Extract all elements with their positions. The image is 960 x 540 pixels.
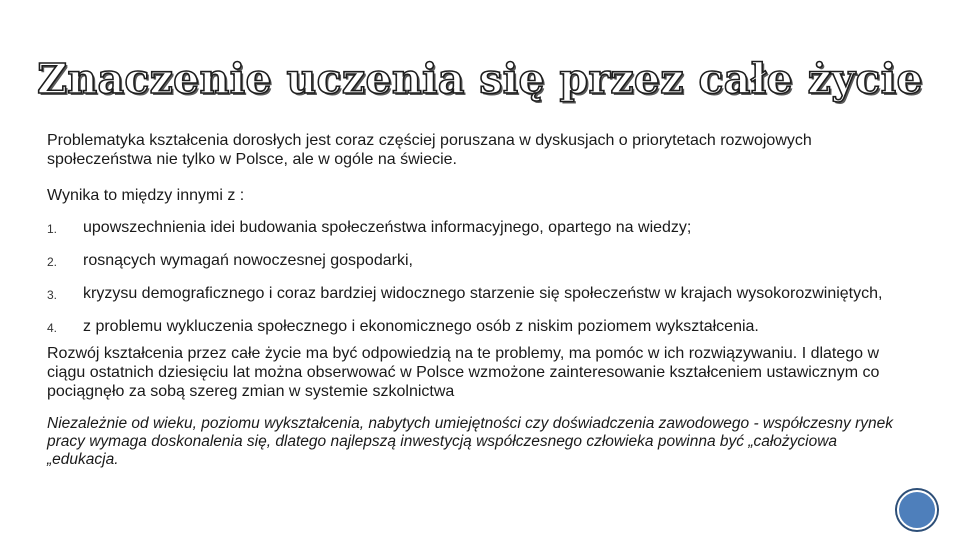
list-number: 4. (47, 321, 58, 335)
page-number-badge (897, 490, 937, 530)
list-item (47, 218, 907, 237)
list-text: kryzysu demograficznego i coraz bardziej widocznego starzenie się społeczeństw w krajach wysokorozwiniętych, (83, 285, 883, 302)
list-number: 3. (47, 288, 58, 302)
list-item (47, 284, 907, 303)
list-number: 2. (47, 255, 58, 269)
list-number: 1. (47, 222, 58, 236)
list-item (47, 251, 907, 270)
reasons-list (47, 218, 907, 336)
lead-paragraph: Wynika to między innymi z : (47, 187, 245, 204)
list-text: rosnących wymagań nowoczesnej gospodarki, (83, 252, 413, 269)
intro-paragraph: Problematyka kształcenia dorosłych jest coraz częściej poruszana w dyskusjach o priorytetach rozwojowych społeczeństwa nie tylko w Polsce, ale w ogóle na świecie. (47, 132, 812, 168)
list-text: upowszechnienia idei budowania społeczeństwa informacyjnego, opartego na wiedzy; (83, 219, 692, 236)
closing-paragraph: Rozwój kształcenia przez całe życie ma być odpowiedzią na te problemy, ma pomóc w ich rozwiązywaniu. I dlatego w ciągu ostatnich dziesięciu lat można obserwować w Polsce wzmożone zainteresowanie kształceniem ustawicznym co pociągnęło za sobą szereg zmian w systemie szkolnictwa (47, 345, 880, 400)
slide-body (47, 131, 907, 469)
slide-title: Znaczenie uczenia się przez całe życie (37, 55, 923, 103)
list-text: z problemu wykluczenia społecznego i ekonomicznego osób z niskim poziomem wykształcenia. (83, 318, 759, 335)
list-item (47, 317, 907, 336)
quote-paragraph: Niezależnie od wieku, poziomu wykształcenia, nabytych umiejętności czy doświadczenia zawodowego - współczesny rynek pracy wymaga doskonalenia się, dlatego najlepszą inwestycją współczesnego człowieka powinna być „całożyciowa „edukacja. (47, 415, 894, 468)
